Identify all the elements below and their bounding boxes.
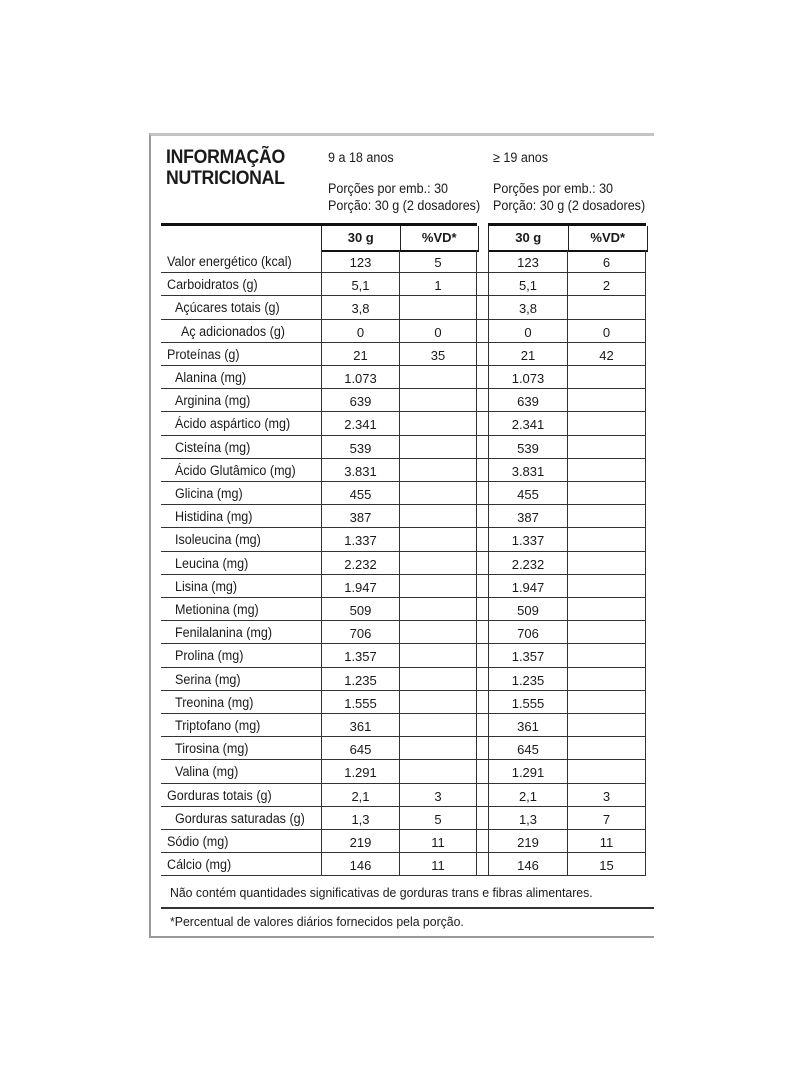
nutrition-label: [149, 133, 654, 938]
amount-19plus: 2.341: [488, 412, 567, 435]
nutrient-row: [161, 830, 646, 853]
vd-9-18: [399, 528, 477, 551]
nutrient-name: Arginina (mg): [175, 393, 251, 409]
vd-9-18: [399, 412, 477, 435]
vd-19plus: [567, 598, 646, 621]
title-line-2: NUTRICIONAL: [166, 168, 285, 189]
nutrient-row: [161, 528, 646, 551]
vd-19plus: [567, 714, 646, 737]
vd-19plus: 42: [567, 343, 646, 366]
amount-19plus: 146: [488, 853, 567, 876]
vd-9-18: [399, 760, 477, 783]
vd-9-18: [399, 366, 477, 389]
col-vd: %VD*: [568, 226, 648, 250]
nutrient-name: Açúcares totais (g): [175, 300, 280, 316]
vd-9-18: [399, 389, 477, 412]
amount-9-18: 219: [321, 830, 399, 853]
label-title: [166, 147, 285, 189]
amount-19plus: 3.831: [488, 459, 567, 482]
amount-19plus: 123: [488, 250, 567, 273]
amount-19plus: 2,1: [488, 784, 567, 807]
amount-9-18: 1.235: [321, 668, 399, 691]
vd-9-18: 11: [399, 853, 477, 876]
amount-9-18: 1.337: [321, 528, 399, 551]
vd-19plus: [567, 482, 646, 505]
nutrient-row: [161, 552, 646, 575]
nutrient-row: [161, 296, 646, 319]
amount-9-18: 1.291: [321, 760, 399, 783]
nutrient-row: [161, 250, 646, 273]
vd-9-18: 0: [399, 320, 477, 343]
nutrient-row: [161, 598, 646, 621]
nutrient-row: [161, 784, 646, 807]
amount-19plus: 1,3: [488, 807, 567, 830]
nutrient-row: [161, 459, 646, 482]
nutrient-name: Metionina (mg): [175, 602, 259, 617]
amount-9-18: 639: [321, 389, 399, 412]
nutrient-name: Sódio (mg): [167, 834, 229, 849]
vd-19plus: [567, 505, 646, 528]
amount-19plus: 1.555: [488, 691, 567, 714]
vd-19plus: [567, 459, 646, 482]
column-header-group2: [488, 226, 648, 252]
nutrient-name: Alanina (mg): [175, 370, 247, 385]
amount-9-18: 1,3: [321, 807, 399, 830]
group1-age: 9 a 18 anos: [328, 150, 394, 165]
nutrient-name: Isoleucina (mg): [175, 532, 261, 548]
vd-19plus: [567, 366, 646, 389]
vd-9-18: [399, 505, 477, 528]
vd-9-18: [399, 296, 477, 319]
amount-9-18: 146: [321, 853, 399, 876]
vd-9-18: [399, 459, 477, 482]
nutrient-row: [161, 691, 646, 714]
nutrient-row: [161, 760, 646, 783]
nutrient-row: [161, 273, 646, 296]
amount-9-18: 387: [321, 505, 399, 528]
nutrient-row: [161, 807, 646, 830]
amount-19plus: 1.337: [488, 528, 567, 551]
column-header-group1: [321, 226, 479, 252]
vd-19plus: [567, 691, 646, 714]
amount-19plus: 645: [488, 737, 567, 760]
amount-9-18: 455: [321, 482, 399, 505]
amount-19plus: 387: [488, 505, 567, 528]
nutrient-row: [161, 436, 646, 459]
nutrient-row: [161, 621, 646, 644]
vd-19plus: [567, 296, 646, 319]
amount-19plus: 3,8: [488, 296, 567, 319]
col-amount: 30 g: [515, 230, 542, 245]
amount-9-18: 645: [321, 737, 399, 760]
amount-9-18: 1.947: [321, 575, 399, 598]
vd-19plus: [567, 389, 646, 412]
amount-9-18: 509: [321, 598, 399, 621]
vd-9-18: [399, 621, 477, 644]
nutrient-name: Ácido aspártico (mg): [175, 416, 291, 432]
row-divider: [161, 875, 646, 876]
nutrient-row: [161, 343, 646, 366]
vd-9-18: [399, 691, 477, 714]
nutrient-name: Gorduras saturadas (g): [175, 810, 305, 826]
nutrient-name: Treonina (mg): [175, 694, 254, 710]
amount-19plus: 0: [488, 320, 567, 343]
amount-19plus: 1.947: [488, 575, 567, 598]
nutrient-name: Leucina (mg): [175, 555, 249, 571]
nutrient-name: Ácido Glutâmico (mg): [175, 462, 296, 478]
amount-19plus: 706: [488, 621, 567, 644]
vd-9-18: 35: [399, 343, 477, 366]
vd-19plus: [567, 528, 646, 551]
amount-9-18: 2,1: [321, 784, 399, 807]
nutrient-name: Valor energético (kcal): [167, 254, 292, 269]
nutrient-row: [161, 412, 646, 435]
vd-19plus: 3: [567, 784, 646, 807]
amount-19plus: 21: [488, 343, 567, 366]
vd-9-18: [399, 598, 477, 621]
group1-portions: Porções por emb.: 30: [328, 181, 449, 196]
amount-19plus: 1.073: [488, 366, 567, 389]
footnote-trans-fat: Não contém quantidades significativas de gorduras trans e fibras alimentares.: [170, 885, 593, 900]
vd-19plus: [567, 436, 646, 459]
vd-19plus: 11: [567, 830, 646, 853]
nutrient-name: Aç adicionados (g): [181, 323, 285, 339]
nutrient-row: [161, 366, 646, 389]
amount-9-18: 0: [321, 320, 399, 343]
amount-19plus: 219: [488, 830, 567, 853]
nutrient-name: Serina (mg): [175, 671, 241, 687]
vd-19plus: [567, 412, 646, 435]
vd-19plus: [567, 644, 646, 667]
vd-19plus: [567, 668, 646, 691]
nutrient-name: Valina (mg): [175, 764, 239, 780]
nutrient-name: Fenilalanina (mg): [175, 625, 272, 641]
vd-19plus: [567, 737, 646, 760]
amount-9-18: 21: [321, 343, 399, 366]
nutrient-row: [161, 737, 646, 760]
amount-19plus: 5,1: [488, 273, 567, 296]
vd-9-18: 3: [399, 784, 477, 807]
amount-9-18: 361: [321, 714, 399, 737]
nutrient-name: Carboidratos (g): [167, 277, 258, 293]
group2-serving: Porção: 30 g (2 dosadores): [493, 198, 646, 213]
vd-9-18: [399, 575, 477, 598]
amount-19plus: 455: [488, 482, 567, 505]
vd-19plus: [567, 552, 646, 575]
amount-19plus: 509: [488, 598, 567, 621]
vd-9-18: [399, 436, 477, 459]
vd-19plus: 15: [567, 853, 646, 876]
nutrient-name: Gorduras totais (g): [167, 787, 272, 803]
group1-serving: Porção: 30 g (2 dosadores): [328, 198, 481, 213]
nutrient-row: [161, 714, 646, 737]
footnote-divider: [161, 907, 654, 909]
vd-9-18: 11: [399, 830, 477, 853]
amount-19plus: 1.357: [488, 644, 567, 667]
vd-19plus: [567, 575, 646, 598]
nutrient-name: Cálcio (mg): [167, 857, 232, 873]
nutrient-row: [161, 389, 646, 412]
amount-9-18: 2.341: [321, 412, 399, 435]
nutrient-name: Proteínas (g): [167, 346, 240, 362]
nutrient-name: Glicina (mg): [175, 486, 243, 501]
vd-19plus: 7: [567, 807, 646, 830]
amount-9-18: 1.357: [321, 644, 399, 667]
vd-19plus: 0: [567, 320, 646, 343]
vd-9-18: 5: [399, 807, 477, 830]
nutrient-name: Triptofano (mg): [175, 718, 261, 733]
col-amount: 30 g: [347, 230, 374, 245]
amount-9-18: 123: [321, 250, 399, 273]
nutrient-name: Cisteína (mg): [175, 439, 251, 455]
nutrient-row: [161, 644, 646, 667]
vd-9-18: [399, 668, 477, 691]
vd-9-18: [399, 552, 477, 575]
amount-19plus: 1.235: [488, 668, 567, 691]
amount-19plus: 2.232: [488, 552, 567, 575]
nutrient-row: [161, 853, 646, 876]
vd-19plus: [567, 621, 646, 644]
vd-19plus: 2: [567, 273, 646, 296]
amount-9-18: 1.555: [321, 691, 399, 714]
amount-9-18: 2.232: [321, 552, 399, 575]
footnote-vd: *Percentual de valores diários fornecidos pela porção.: [170, 914, 464, 929]
vd-9-18: 1: [399, 273, 477, 296]
amount-19plus: 539: [488, 436, 567, 459]
nutrient-row: [161, 505, 646, 528]
amount-19plus: 639: [488, 389, 567, 412]
nutrient-name: Prolina (mg): [175, 648, 244, 664]
amount-9-18: 706: [321, 621, 399, 644]
vd-9-18: [399, 644, 477, 667]
amount-9-18: 1.073: [321, 366, 399, 389]
nutrient-row: [161, 575, 646, 598]
amount-19plus: 361: [488, 714, 567, 737]
amount-9-18: 5,1: [321, 273, 399, 296]
amount-19plus: 1.291: [488, 760, 567, 783]
vd-9-18: [399, 737, 477, 760]
nutrient-row: [161, 320, 646, 343]
vd-9-18: [399, 714, 477, 737]
nutrient-row: [161, 668, 646, 691]
group2-age: ≥ 19 anos: [493, 150, 549, 165]
nutrient-name: Histidina (mg): [175, 509, 253, 525]
vd-9-18: 5: [399, 250, 477, 273]
amount-9-18: 539: [321, 436, 399, 459]
nutrient-name: Tirosina (mg): [175, 741, 249, 757]
nutrient-name: Lisina (mg): [175, 578, 238, 594]
vd-9-18: [399, 482, 477, 505]
vd-19plus: 6: [567, 250, 646, 273]
amount-9-18: 3.831: [321, 459, 399, 482]
col-vd: %VD*: [400, 226, 479, 250]
amount-9-18: 3,8: [321, 296, 399, 319]
nutrient-row: [161, 482, 646, 505]
vd-19plus: [567, 760, 646, 783]
group2-portions: Porções por emb.: 30: [493, 181, 614, 196]
title-line-1: INFORMAÇÃO: [166, 147, 285, 168]
